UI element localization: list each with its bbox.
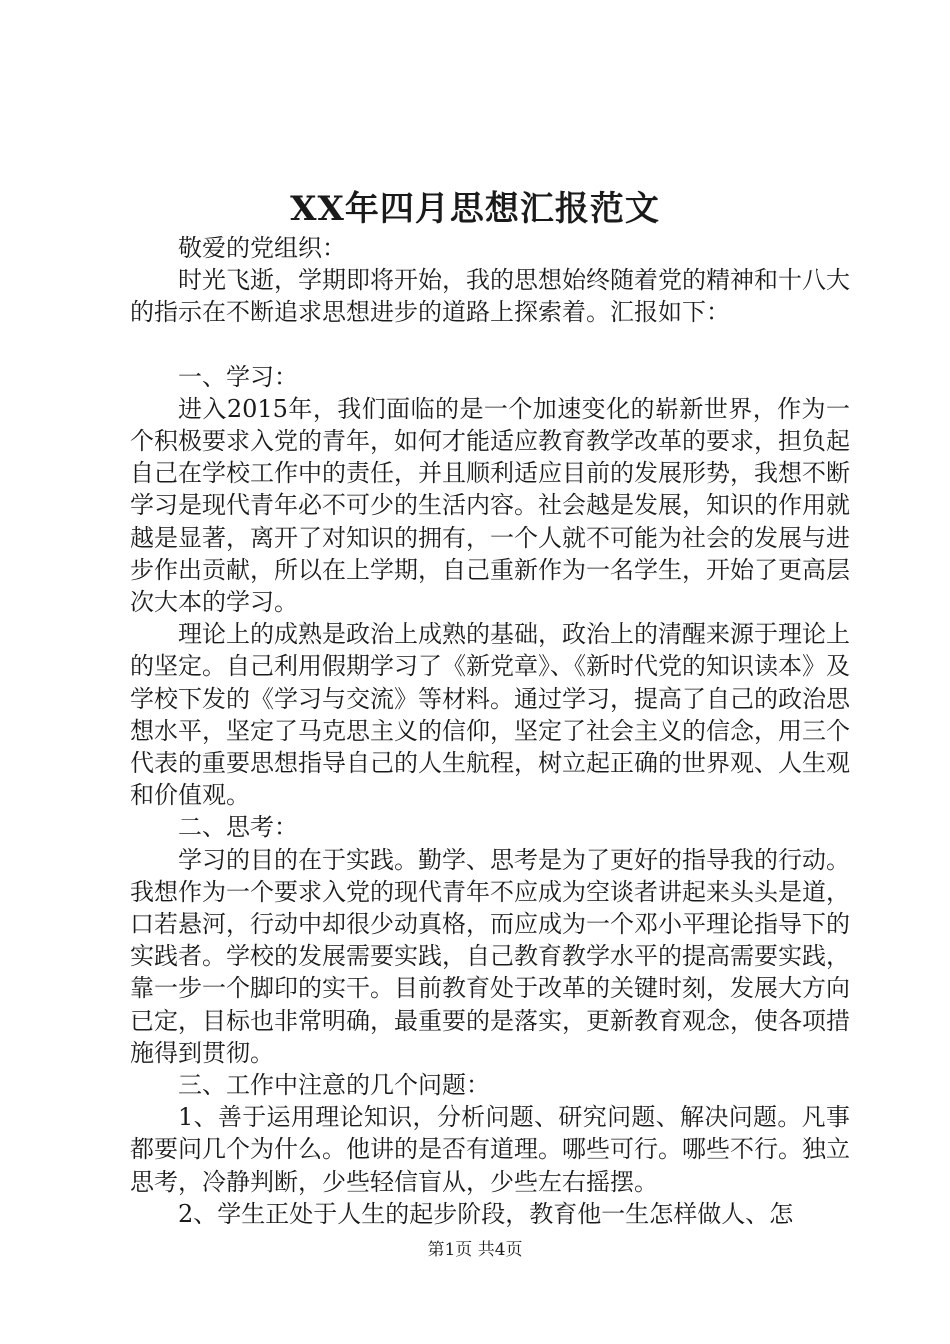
study-paragraph-2: 理论上的成熟是政治上成熟的基础，政治上的清醒来源于理论上的坚定。自己利用假期学习了《新党章》、《新时代党的知识读本》及学校下发的《学习与交流》等材料。通过学习，提高了自己的政治思想水平，坚定了马克思主义的信仰，坚定了社会主义的信念，用三个代表的重要思想指导自己的人生航程，树立起正确的世界观、人生观和价值观。 <box>130 620 850 810</box>
document-title: XX年四月思想汇报范文 <box>290 189 660 229</box>
section-heading-thinking: 二、思考： <box>178 813 298 842</box>
thinking-paragraph: 学习的目的在于实践。勤学、思考是为了更好的指导我的行动。我想作为一个要求入党的现代青年不应成为空谈者讲起来头头是道，口若悬河，行动中却很少动真格，而应成为一个邓小平理论指导下的实践者。学校的发展需要实践，自己教育教学水平的提高需要实践，靠一步一个脚印的实干。目前教育处于改革的关键时刻，发展大方向已定，目标也非常明确，最重要的是落实，更新教育观念，使各项措施得到贯彻。 <box>130 845 850 1067</box>
intro-paragraph: 时光飞逝，学期即将开始，我的思想始终随着党的精神和十八大的指示在不断追求思想进步的道路上探索着。汇报如下： <box>130 266 850 327</box>
issue-item-1: 1、善于运用理论知识，分析问题、研究问题、解决问题。凡事都要问几个为什么。他讲的是否有道理。哪些可行。哪些不行。独立思考，冷静判断，少些轻信盲从，少些左右摇摆。 <box>130 1103 850 1196</box>
issue-item-2: 2、学生正处于人生的起步阶段，教育他一生怎样做人、怎 <box>178 1199 794 1228</box>
study-paragraph-1: 进入2015年，我们面临的是一个加速变化的崭新世界，作为一个积极要求入党的青年，如何才能适应教育教学改革的要求，担负起自己在学校工作中的责任，并且顺利适应目前的发展形势，我想不断学习是现代青年必不可少的生活内容。社会越是发展，知识的作用就越是显著，离开了对知识的拥有，一个人就不可能为社会的发展与进步作出贡献，所以在上学期，自己重新作为一名学生，开始了更高层次大本的学习。 <box>130 394 850 617</box>
document-body <box>130 232 850 1230</box>
section-heading-study: 一、学习： <box>178 362 298 391</box>
salutation: 敬爱的党组织： <box>178 234 346 262</box>
blank-line <box>130 329 850 361</box>
section-heading-issues: 三、工作中注意的几个问题： <box>178 1071 490 1100</box>
page-footer: 第1页 共4页 <box>427 1240 523 1260</box>
